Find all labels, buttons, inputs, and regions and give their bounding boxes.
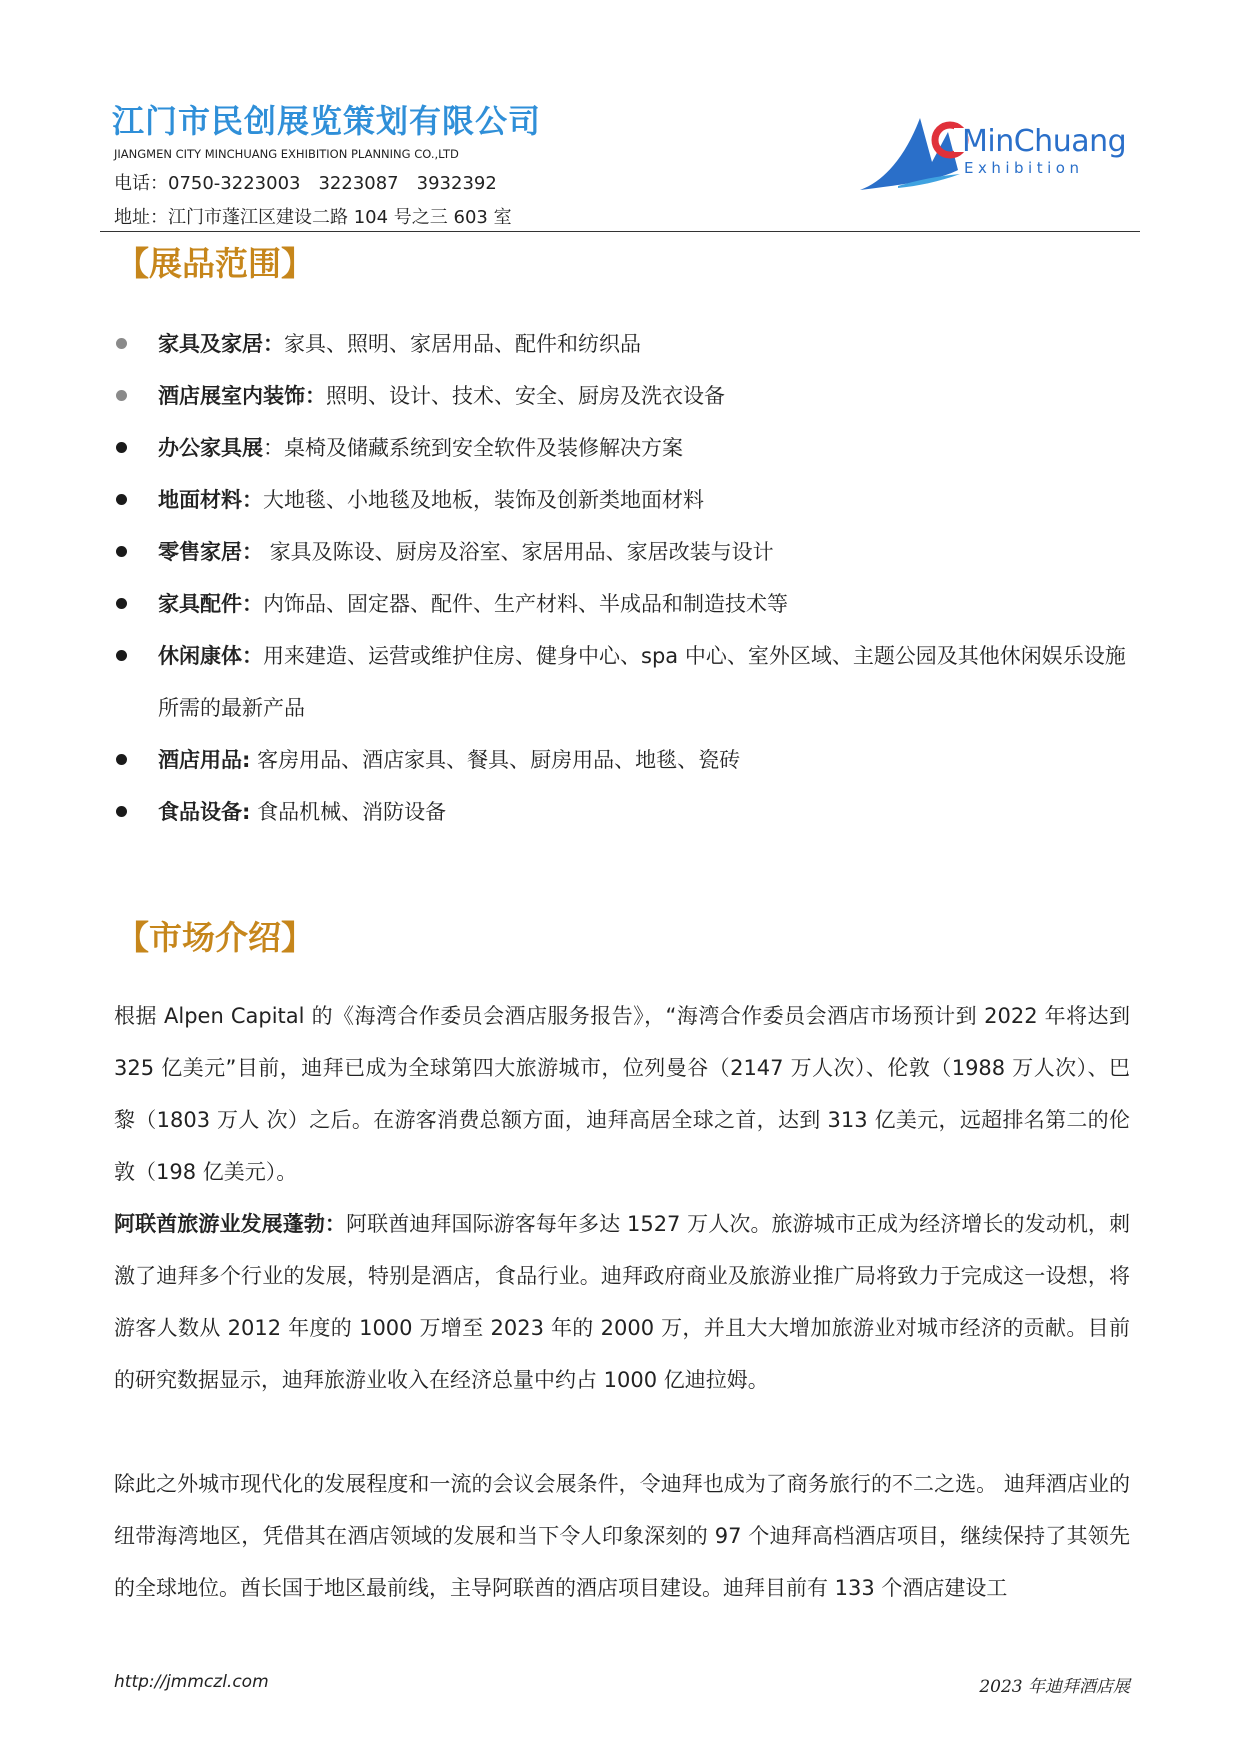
header-divider xyxy=(100,231,1140,232)
list-item-desc: 用来建造、运营或维护住房、健身中心、spa 中心、室外区域、主题公园及其他休闲娱乐设施所需的最新产品 xyxy=(158,644,1126,720)
list-item-term: 酒店用品: xyxy=(158,748,251,772)
paragraph-lead: 阿联酋旅游业发展蓬勃： xyxy=(114,1212,347,1236)
bullet-icon xyxy=(116,546,127,557)
bullet-icon xyxy=(116,598,127,609)
list-item-term: 家具配件： xyxy=(158,592,263,616)
market-paragraph-2 xyxy=(114,1198,1130,1406)
logo-subtitle: Exhibition xyxy=(964,159,1084,177)
company-phone: 电话：0750-3223003 3223087 3932392 xyxy=(114,173,497,194)
company-name-cn: 江门市民创展览策划有限公司 xyxy=(112,102,542,140)
list-item-desc: 家具、照明、家居用品、配件和纺织品 xyxy=(284,332,641,356)
company-name-en: JIANGMEN CITY MINCHUANG EXHIBITION PLANNING CO.,LTD xyxy=(114,147,459,161)
list-item xyxy=(114,370,1134,422)
list-item xyxy=(114,318,1134,370)
bullet-icon xyxy=(116,338,127,349)
list-item xyxy=(114,526,1134,578)
list-item-term: 地面材料： xyxy=(158,488,263,512)
list-item-term: 酒店展室内装饰： xyxy=(158,384,326,408)
product-list xyxy=(114,318,1134,838)
footer-url[interactable]: http://jmmczl.com xyxy=(114,1672,269,1692)
list-item xyxy=(114,578,1134,630)
list-item-desc: 家具及陈设、厨房及浴室、家居用品、家居改装与设计 xyxy=(263,540,774,564)
bullet-icon xyxy=(116,442,127,453)
list-item-desc: 大地毯、小地毯及地板，装饰及创新类地面材料 xyxy=(263,488,704,512)
market-section-title: 【市场介绍】 xyxy=(116,918,314,957)
list-item-term: 休闲康体： xyxy=(158,644,263,668)
company-address: 地址：江门市蓬江区建设二路 104 号之三 603 室 xyxy=(114,207,512,228)
list-item-desc: 照明、设计、技术、安全、厨房及洗衣设备 xyxy=(326,384,725,408)
list-item-desc: 客房用品、酒店家具、餐具、厨房用品、地毯、瓷砖 xyxy=(250,748,741,772)
list-item xyxy=(114,474,1134,526)
market-paragraph-1: 根据 Alpen Capital 的《海湾合作委员会酒店服务报告》，“海湾合作委员会酒店市场预计到 2022 年将达到 325 亿美元”目前，迪拜已成为全球第四大旅游城市，位列曼谷（2147 万人次）、伦敦（1988 万人次）、巴黎（1803 万人 次）之后。在游客消费总额方面，迪拜高居全球之首，达到 313 亿美元，远超排名第二的伦敦（198 亿美元）。 xyxy=(114,1004,1130,1184)
list-item-term: 家具及家居： xyxy=(158,332,284,356)
logo-wordmark: MinChuang xyxy=(962,124,1127,159)
bullet-icon xyxy=(116,650,127,661)
bullet-icon xyxy=(116,754,127,765)
paragraph-body: 阿联酋迪拜国际游客每年多达 1527 万人次。旅游城市正成为经济增长的发动机，刺激了迪拜多个行业的发展，特别是酒店，食品行业。迪拜政府商业及旅游业推广局将致力于完成这一设想，将游客人数从 2012 年度的 1000 万增至 2023 年的 2000 万，并且大大增加旅游业对城市经济的贡献。目前的研究数据显示，迪拜旅游业收入在经济总量中约占 1000 亿迪拉姆。 xyxy=(114,1212,1131,1392)
list-item-desc: 食品机械、消防设备 xyxy=(250,800,447,824)
bullet-icon xyxy=(116,494,127,505)
list-item-term: 食品设备: xyxy=(158,800,251,824)
list-item xyxy=(114,786,1134,838)
bullet-icon xyxy=(116,390,127,401)
list-item xyxy=(114,734,1134,786)
list-item-desc: ：桌椅及储藏系统到安全软件及装修解决方案 xyxy=(263,436,683,460)
products-section-title: 【展品范围】 xyxy=(116,244,314,283)
list-item xyxy=(114,630,1134,734)
list-item xyxy=(114,422,1134,474)
list-item-term: 零售家居： xyxy=(158,540,263,564)
list-item-desc: 内饰品、固定器、配件、生产材料、半成品和制造技术等 xyxy=(263,592,788,616)
list-item-term: 办公家具展 xyxy=(158,436,263,460)
bullet-icon xyxy=(116,806,127,817)
footer-doc-title: 2023 年迪拜酒店展 xyxy=(979,1677,1130,1697)
market-paragraph-3: 除此之外城市现代化的发展程度和一流的会议会展条件，令迪拜也成为了商务旅行的不二之选。 迪拜酒店业的纽带海湾地区，凭借其在酒店领域的发展和当下令人印象深刻的 97 个迪拜高档酒店项目，继续保持了其领先的全球地位。酋长国于地区最前线，主导阿联酋的酒店项目建设。迪拜目前有 133 个酒店建设工 xyxy=(114,1472,1130,1600)
